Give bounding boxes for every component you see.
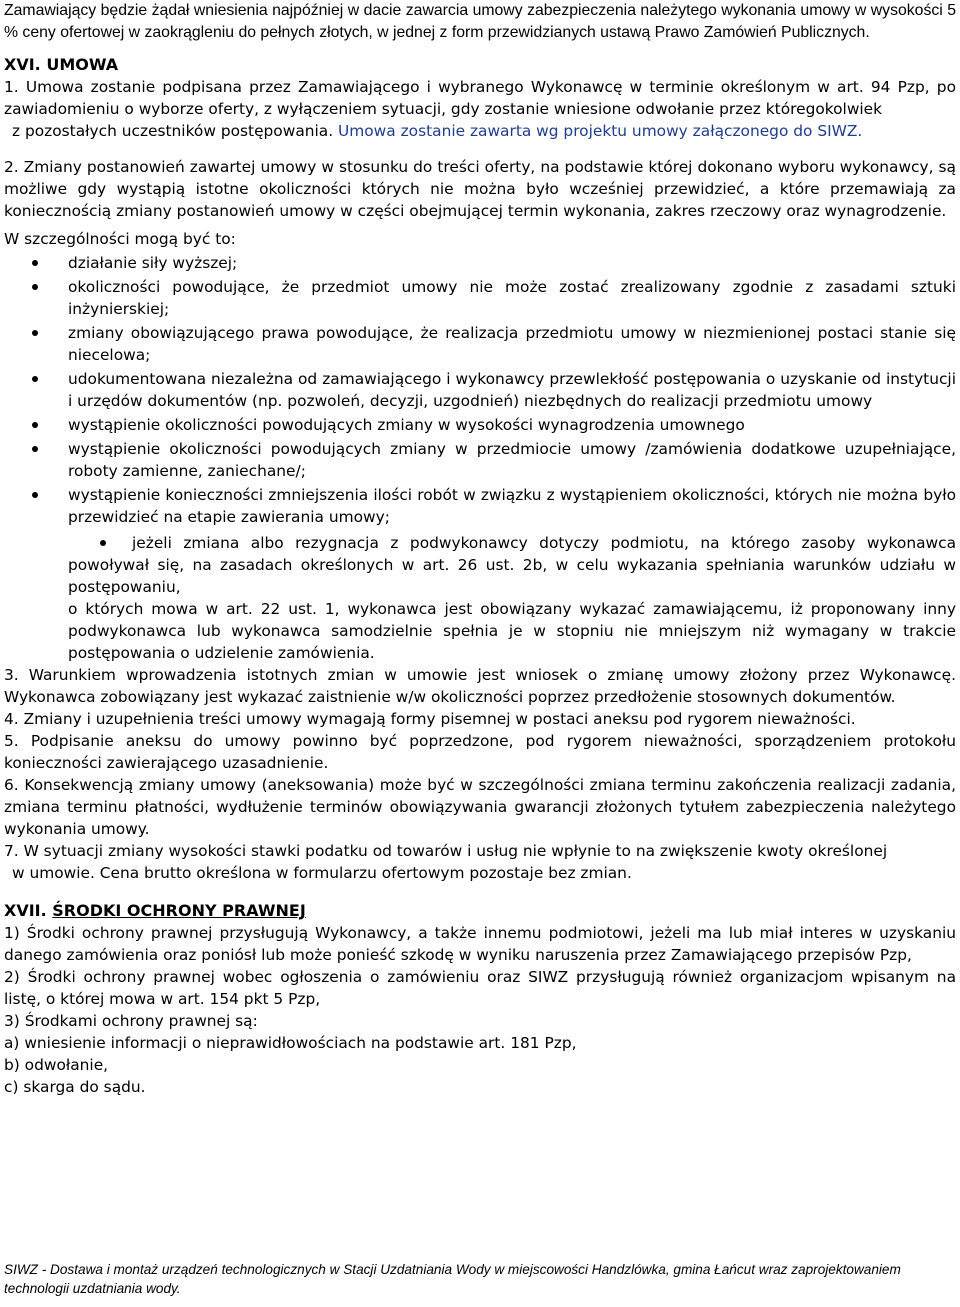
change-conditions-list — [4, 252, 956, 528]
section-17-item-2: 2) Środki ochrony prawnej wobec ogłoszenia o zamówieniu oraz SIWZ przysługują również organizacjom wpisanym na listę, o której mowa w art. 154 pkt 5 Pzp, — [4, 968, 956, 1008]
section-17-item-1: 1) Środki ochrony prawnej przysługują Wykonawcy, a także innemu podmiotowi, jeżeli ma lub miał interes w uzyskaniu danego zamówienia oraz poniósł lub może ponieść szkodę w wyniku naruszenia przez Zamawiającego przepisów Pzp, — [4, 924, 956, 964]
section-17-item-b: b) odwołanie, — [4, 1056, 109, 1074]
page-footer: SIWZ - Dostawa i montaż urządzeń technologicznych w Stacji Uzdatniania Wody w miejscowości Handzlówka, gmina Łańcut wraz zaprojektowaniem technologii uzdatniania wody. — [4, 1262, 901, 1296]
list-item: udokumentowana niezależna od zamawiającego i wykonawcy przewlekłość postępowania o uzyskanie od instytucji i urzędów dokumentów (np. pozwoleń, decyzji, uzgodnień) niezbędnych do realizacji przedmiotu umowy — [4, 368, 956, 412]
point-1-contract-note: Umowa zostanie zawarta wg projektu umowy załączonego do SIWZ. — [333, 122, 863, 140]
sub-bullet-text: jeżeli zmiana albo rezygnacja z podwykonawcy dotyczy podmiotu, na którego zasoby wykonawca powoływał się, na zasadach określonych w art. 26 ust. 2b, w celu wykazania spełniania warunków udziału w postępowaniu, — [68, 534, 956, 596]
section-17-number: XVII. — [4, 901, 47, 920]
bullet-icon — [32, 446, 38, 452]
list-item: wystąpienie konieczności zmniejszenia ilości robót w związku z wystąpieniem okoliczności, których nie można było przewidzieć na etapie zawierania umowy; — [4, 484, 956, 528]
section-16-point-5: 5. Podpisanie aneksu do umowy powinno być poprzedzone, pod rygorem nieważności, sporządzeniem protokołu konieczności zawierającego uzasadnienie. — [4, 732, 956, 772]
point-1-text-cont: z pozostałych uczestników postępowania. — [12, 122, 334, 140]
sub-bullet-continuation: o których mowa w art. 22 ust. 1, wykonawca jest obowiązany wykazać zamawiającemu, iż proponowany inny podwykonawca lub wykonawca samodzielnie spełnia je w stopniu nie mniejszym niż wymagany w trakcie postępowania o udzielenie zamówienia. — [68, 600, 956, 662]
document-page — [4, 0, 956, 1098]
list-item: wystąpienie okoliczności powodujących zmiany w wysokości wynagrodzenia umownego — [4, 414, 956, 436]
bullet-icon — [32, 492, 38, 498]
point-7-text: 7. W sytuacji zmiany wysokości stawki podatku od towarów i usług nie wpłynie to na zwiększenie kwoty określonej — [4, 842, 888, 860]
section-16-point-1 — [4, 76, 956, 142]
point-7-text-cont: w umowie. Cena brutto określona w formularzu ofertowym pozostaje bez zmian. — [12, 864, 632, 882]
section-17-heading — [4, 900, 956, 922]
section-17-item-3: 3) Środkami ochrony prawnej są: — [4, 1012, 258, 1030]
section-16-heading: XVI. UMOWA — [4, 55, 119, 74]
section-16-point-2: 2. Zmiany postanowień zawartej umowy w stosunku do treści oferty, na podstawie której dokonano wyboru wykonawcy, są możliwe gdy wystąpią istotne okoliczności których nie można było wcześniej przewidzieć, a które przemawiają za koniecznością zmiany postanowień umowy w części obejmującej termin wykonania, zakres rzeczowy oraz wynagrodzenie. — [4, 158, 956, 220]
section-16-point-3: 3. Warunkiem wprowadzenia istotnych zmian w umowie jest wniosek o zmianę umowy złożony przez Wykonawcę. Wykonawca zobowiązany jest wykazać zaistnienie w/w okoliczności poprzez przedłożenie stosownych dokumentów. — [4, 666, 956, 706]
list-item: okoliczności powodujące, że przedmiot umowy nie może zostać zrealizowany zgodnie z zasadami sztuki inżynierskiej; — [4, 276, 956, 320]
bullet-icon — [32, 284, 38, 290]
in-particular-label: W szczególności mogą być to: — [4, 230, 236, 248]
list-item: działanie siły wyższej; — [4, 252, 956, 274]
bullet-icon — [32, 260, 38, 266]
bullet-icon — [32, 376, 38, 382]
list-item: zmiany obowiązującego prawa powodujące, że realizacja przedmiotu umowy w niezmienionej postaci stanie się niecelowa; — [4, 322, 956, 366]
sub-bullet-item — [4, 532, 956, 598]
point-1-text: 1. Umowa zostanie podpisana przez Zamawiającego i wybranego Wykonawcę w terminie określonym w art. 94 Pzp, po zawiadomieniu o wyborze oferty, z wyłączeniem sytuacji, gdy zostanie wniesione odwołanie przez któregokolwiek — [4, 78, 956, 118]
bullet-icon — [32, 330, 38, 336]
list-item: wystąpienie okoliczności powodujących zmiany w przedmiocie umowy /zamówienia dodatkowe uzupełniające, roboty zamienne, zaniechane/; — [4, 438, 956, 482]
section-17-title: ŚRODKI OCHRONY PRAWNEJ — [52, 901, 306, 920]
bullet-icon — [32, 422, 38, 428]
section-17-item-a: a) wniesienie informacji o nieprawidłowościach na podstawie art. 181 Pzp, — [4, 1034, 577, 1052]
section-16-point-6: 6. Konsekwencją zmiany umowy (aneksowania) może być w szczególności zmiana terminu zakończenia realizacji zadania, zmiana terminu płatności, wydłużenie terminów obowiązywania gwarancji złożonych tytułem zabezpieczenia należytego wykonania umowy. — [4, 776, 956, 838]
section-16-point-7 — [4, 840, 956, 884]
bullet-icon — [100, 540, 106, 546]
section-16-point-4: 4. Zmiany i uzupełnienia treści umowy wymagają formy pisemnej w postaci aneksu pod rygorem nieważności. — [4, 710, 856, 728]
section-17-item-c: c) skarga do sądu. — [4, 1078, 146, 1096]
intro-paragraph: Zamawiający będzie żądał wniesienia najpóźniej w dacie zawarcia umowy zabezpieczenia należytego wykonania umowy w wysokości 5 % ceny ofertowej w zaokrągleniu do pełnych złotych, w jednej z form przewidzianych ustawą Prawo Zamówień Publicznych. — [4, 2, 956, 41]
